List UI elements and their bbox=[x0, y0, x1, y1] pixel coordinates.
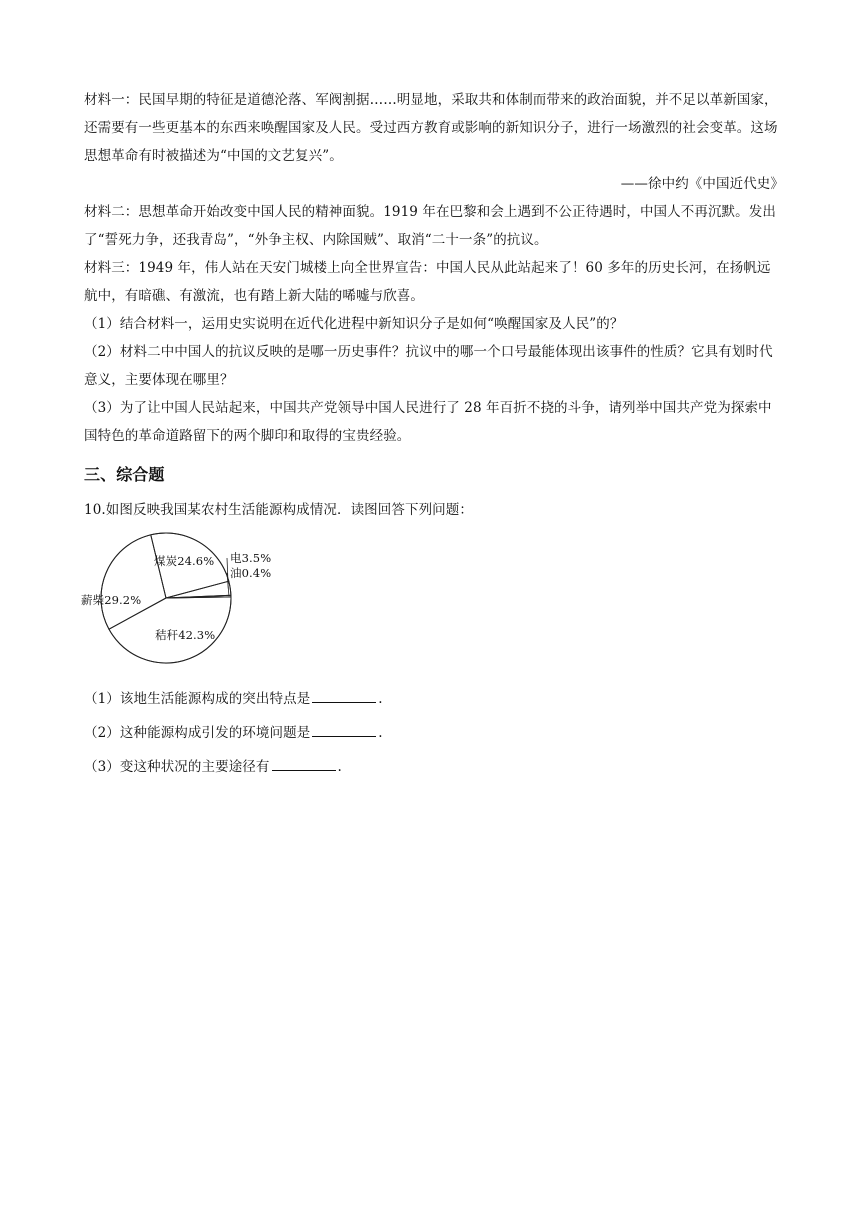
question-9-sub1: （1）结合材料一，运用史实说明在近代化进程中新知识分子是如何“唤醒国家及人民”的？ bbox=[84, 316, 624, 332]
question-10-sub2-text: （2）这种能源构成引发的环境问题是 bbox=[84, 725, 311, 741]
question-9-sub2: （2）材料二中中国人的抗议反映的是哪一历史事件？抗议中的哪一个口号最能体现出该事件的性质？它具有划时代意义，主要体现在哪里？ bbox=[84, 344, 773, 388]
section-heading: 三、综合题 bbox=[84, 465, 165, 484]
answer-blank-2[interactable] bbox=[312, 719, 376, 737]
question-9-sub3: （3）为了让中国人民站起来，中国共产党领导中国人民进行了 28 年百折不挠的斗争，请列举中国共产党为探索中国特色的革命道路留下的两个脚印和取得的宝贵经验。 bbox=[84, 400, 772, 444]
question-10-sub2-end: . bbox=[378, 725, 383, 741]
pie-label: 电3.5% bbox=[230, 551, 272, 565]
question-10-sub1-end: . bbox=[378, 691, 383, 707]
pie-chart-svg bbox=[81, 532, 314, 674]
pie-label: 油0.4% bbox=[230, 566, 272, 580]
document-content bbox=[81, 86, 784, 784]
question-10-sub1 bbox=[84, 682, 784, 716]
question-10-sub3-end: . bbox=[337, 759, 342, 775]
question-10-sub2 bbox=[84, 716, 784, 750]
question-10-sub3-text: （3）变这种状况的主要途径有 bbox=[84, 759, 270, 775]
question-10-stem: 10.如图反映我国某农村生活能源构成情况．读图回答下列问题： bbox=[84, 502, 473, 518]
answer-blank-3[interactable] bbox=[272, 753, 336, 771]
answer-blank-1[interactable] bbox=[312, 685, 376, 703]
pie-label: 薪柴29.2% bbox=[81, 593, 142, 607]
pie-label: 秸秆42.3% bbox=[155, 628, 216, 642]
energy-pie-chart bbox=[81, 532, 314, 674]
material-one-source: ——徐中约《中国近代史》 bbox=[620, 176, 784, 192]
question-10-sub3 bbox=[84, 750, 784, 784]
question-10-sub1-text: （1）该地生活能源构成的突出特点是 bbox=[84, 691, 311, 707]
material-three: 材料三：1949 年，伟人站在天安门城楼上向全世界宣告：中国人民从此站起来了！60 多年的历史长河，在扬帆远航中，有暗礁、有激流，也有踏上新大陆的唏嘘与欣喜。 bbox=[84, 260, 771, 304]
material-one: 材料一：民国早期的特征是道德沦落、军阀割据……明显地，采取共和体制而带来的政治面貌，并不足以革新国家，还需要有一些更基本的东西来唤醒国家及人民。受过西方教育或影响的新知识分子，进行一场激烈的社会变革。这场思想革命有时被描述为“中国的文艺复兴”。 bbox=[84, 92, 778, 164]
material-two: 材料二：思想革命开始改变中国人民的精神面貌。1919 年在巴黎和会上遇到不公正待遇时，中国人不再沉默。发出了“誓死力争，还我青岛”，“外争主权、内除国贼”、取消“二十一条”的抗议。 bbox=[84, 204, 776, 248]
pie-label: 煤炭24.6% bbox=[154, 554, 215, 568]
